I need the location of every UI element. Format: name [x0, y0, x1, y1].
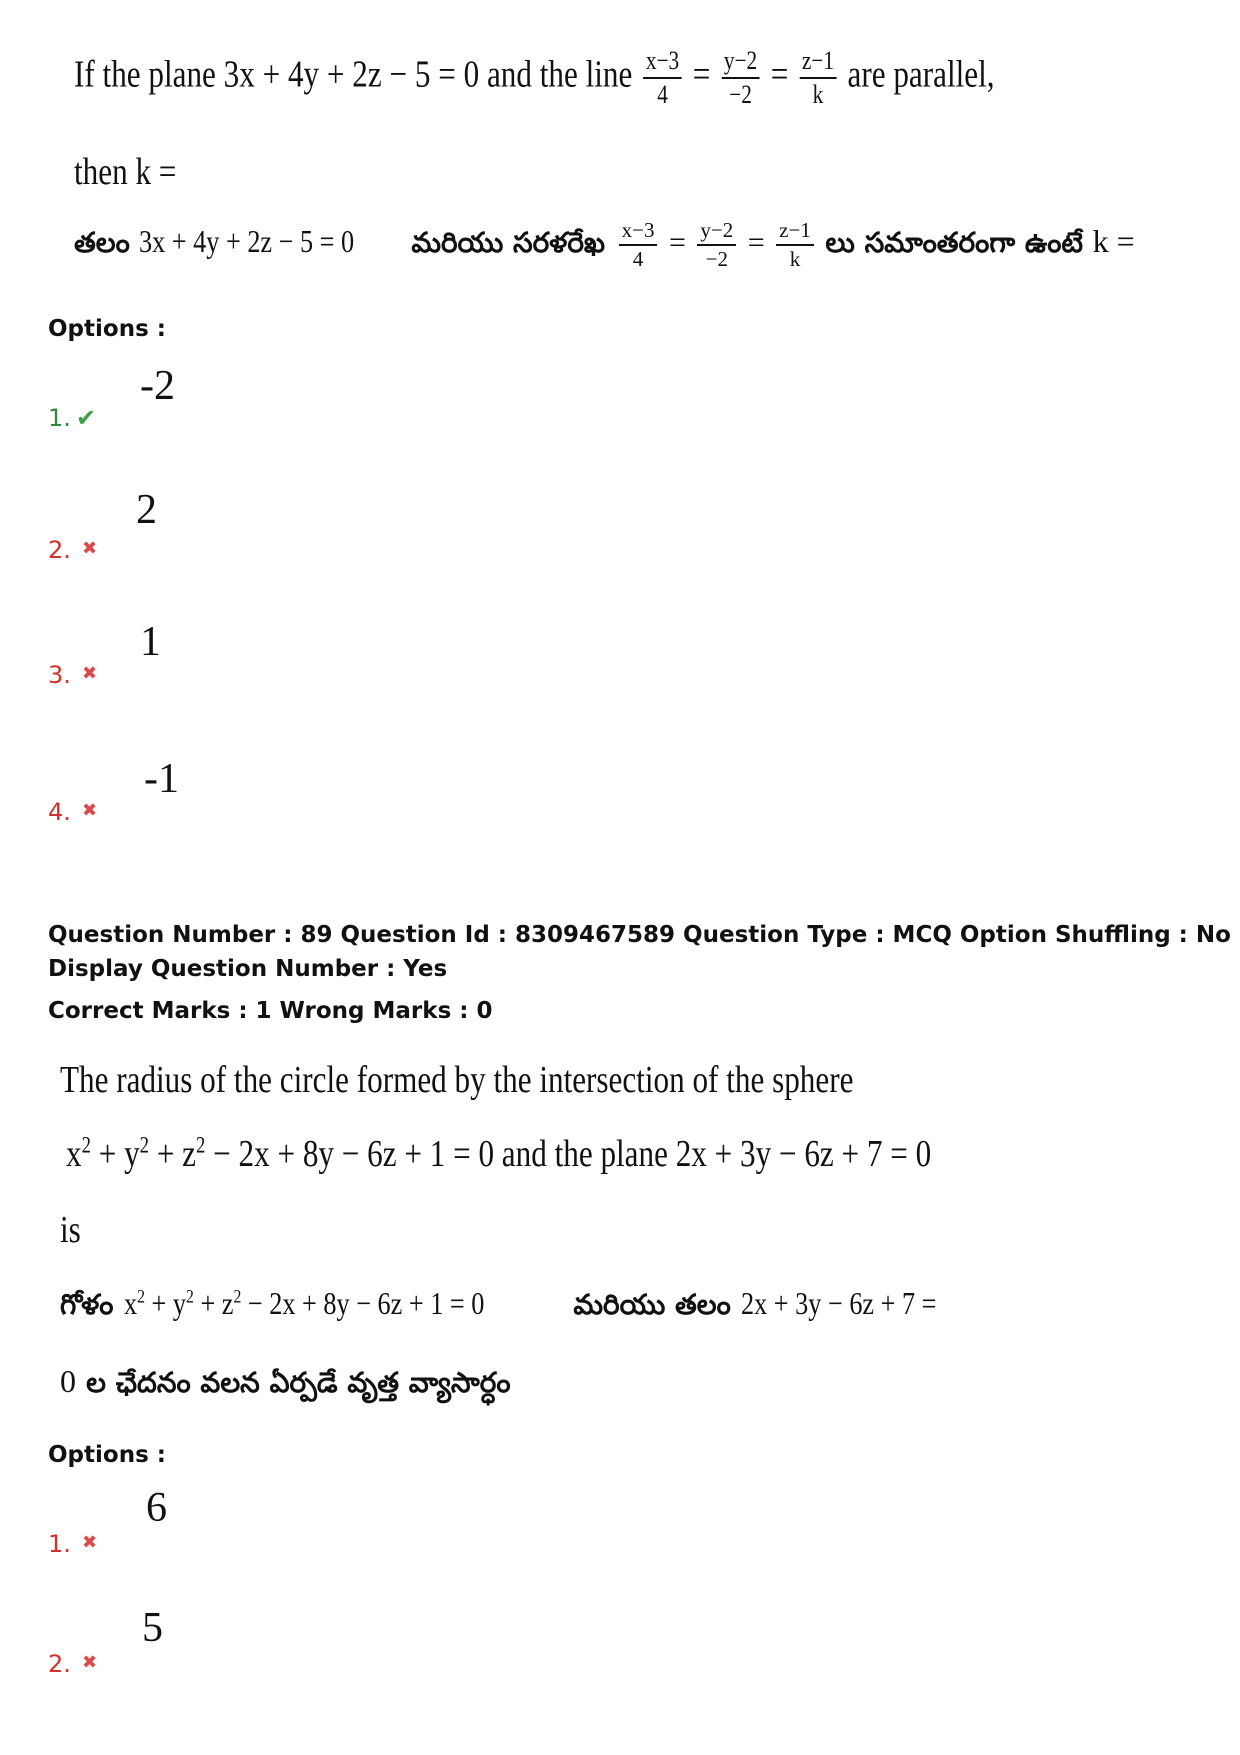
telugu-text-and-line: మరియు సరళరేఖ [411, 225, 606, 259]
q89-telugu-line-2: 0 ల ఛేదనం వలన ఏర్పడే వృత్త వ్యాసార్ధం [60, 1363, 511, 1399]
option-2-row[interactable] [48, 536, 97, 564]
fraction-y-small: $\frac{y-2}{-2}$ [697, 220, 736, 270]
cross-icon: ✖ [82, 1652, 98, 1673]
option-4-row[interactable] [48, 798, 97, 826]
cross-icon: ✖ [82, 1532, 98, 1553]
q88-text-post: are parallel, [847, 53, 995, 96]
option-4-number: 4. [48, 798, 71, 826]
q88-telugu-k: k = [1092, 222, 1135, 259]
q89-english-equation-line: $x^2 + y^2 + z^2 - 2x + 8y - 6z + 1 = 0$ and the plane 2x + 3y − 6z + 7 = 0 [66, 1132, 932, 1175]
cross-icon: ✖ [82, 663, 98, 684]
q88-text-pre: If the plane 3x + 4y + 2z − 5 = 0 and the line [74, 53, 633, 96]
option-1-number: 1. [48, 1530, 71, 1558]
fraction-z-small: $\frac{z-1}{k}$ [776, 220, 814, 270]
fraction-z: $\frac{z-1}{k}$ [799, 48, 836, 108]
option-1-number: 1. [48, 404, 71, 432]
cross-icon: ✖ [82, 800, 98, 821]
question-meta-line-3: Correct Marks : 1 Wrong Marks : 0 [48, 998, 493, 1024]
cross-icon: ✖ [82, 538, 98, 559]
q89-telugu-line-1: గోళం $x^2 + y^2 + z^2 - 2x + 8y - 6z + 1 = 0$ మరియు తలం 2x + 3y − 6z + 7 = [60, 1285, 937, 1321]
option-1-row[interactable] [48, 1530, 97, 1558]
fraction-y: $\frac{y-2}{-2}$ [721, 48, 759, 108]
option-2-number: 2. [48, 536, 71, 564]
check-icon: ✔ [76, 404, 97, 432]
option-4-value: -1 [144, 756, 179, 802]
option-3-row[interactable] [48, 661, 97, 689]
telugu-text-parallel: లు సమాంతరంగా ఉంటే [825, 225, 1084, 259]
option-1-row[interactable] [48, 404, 96, 432]
telugu-text-radius: ల ఛేదనం వలన ఏర్పడే వృత్త వ్యాసార్ధం [86, 1366, 511, 1399]
q89-english-line-3: is [60, 1209, 81, 1251]
telugu-word-plane: తలం [74, 225, 130, 259]
option-1-value: 6 [146, 1485, 167, 1531]
options-label: Options : [48, 1442, 166, 1468]
q89-english-line-1: The radius of the circle formed by the intersection of the sphere [60, 1059, 854, 1101]
option-2-value: 2 [136, 487, 157, 533]
option-2-row[interactable] [48, 1650, 97, 1678]
option-2-number: 2. [48, 1650, 71, 1678]
options-label: Options : [48, 316, 166, 342]
option-1-value: -2 [140, 363, 175, 409]
fraction-x-small: $\frac{x-3}{4}$ [619, 220, 658, 270]
q88-telugu-line: తలం 3x + 4y + 2z − 5 = 0 మరియు సరళరేఖ $\frac{x-3}{4}$ = $\frac{y-2}{-2}$ = $\frac{z-1}{k}$ లు సమాంతరంగా ఉంటే k = [74, 218, 1135, 271]
option-3-value: 1 [140, 619, 161, 665]
fraction-x: $\frac{x-3}{4}$ [643, 48, 681, 108]
question-meta-line-1: Question Number : 89 Question Id : 8309467589 Question Type : MCQ Option Shuffling : No [48, 922, 1231, 948]
telugu-word-sphere: గోళం [60, 1288, 114, 1321]
option-2-value: 5 [142, 1605, 163, 1651]
q89-telugu-plane-eq: 2x + 3y − 6z + 7 = [741, 1285, 937, 1321]
q88-english-line-1: If the plane 3x + 4y + 2z − 5 = 0 and the line $\frac{x-3}{4}$ = $\frac{y-2}{-2}$ = $\frac{z-1}{k}$ are parallel, [74, 46, 995, 109]
q88-english-line-2: then k = [74, 151, 177, 193]
q88-telugu-equation: 3x + 4y + 2z − 5 = 0 [139, 222, 355, 259]
question-meta-line-2: Display Question Number : Yes [48, 956, 448, 982]
telugu-text-and-plane: మరియు తలం [573, 1288, 731, 1321]
option-3-number: 3. [48, 661, 71, 689]
